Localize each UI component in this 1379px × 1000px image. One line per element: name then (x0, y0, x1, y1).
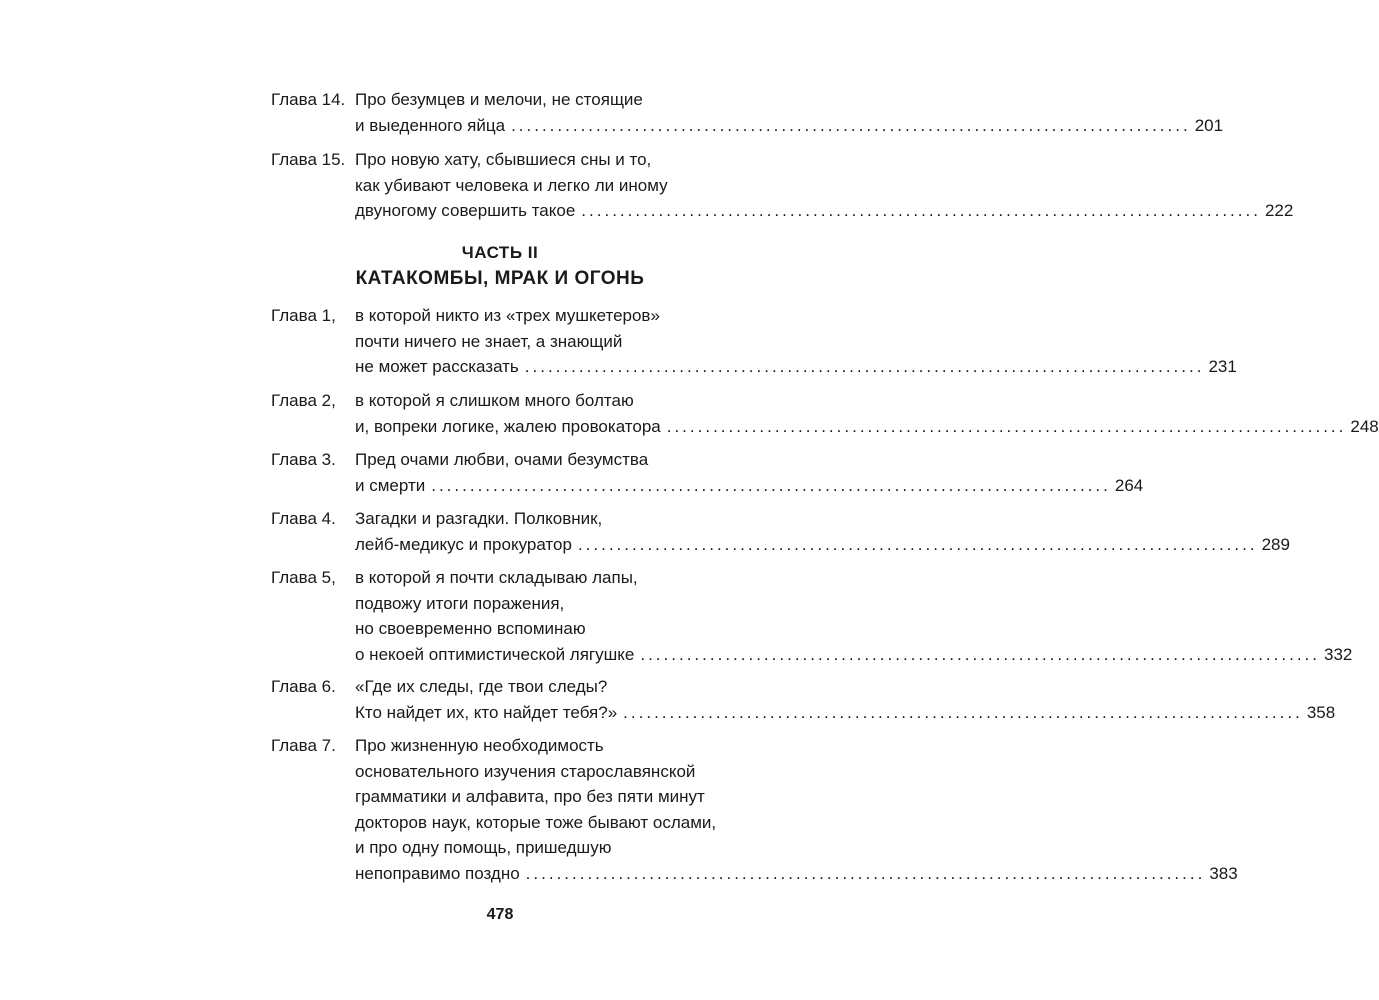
chapter-title-last-line (355, 861, 1238, 887)
chapter-title-line: непоправимо поздно (355, 863, 520, 883)
dot-leader: ........................................................................................ (431, 475, 1111, 495)
chapter-title-line: «Где их следы, где твои следы? (355, 677, 608, 696)
dot-leader: ........................................................................................ (511, 115, 1191, 135)
chapter-title (355, 506, 1290, 557)
page-reference: 332 (1324, 644, 1353, 664)
chapter-title-last-line (355, 354, 1237, 380)
chapter-title-last-line (355, 113, 1224, 139)
chapter-label: Глава 5, (271, 568, 336, 587)
chapter-title-line: в которой я слишком много болтаю (355, 391, 634, 410)
chapter-title-line: подвожу итоги поражения, (355, 593, 565, 613)
chapter-title-line: но своевременно вспоминаю (355, 619, 586, 638)
page-reference: 383 (1209, 863, 1238, 883)
page-number: 478 (486, 906, 514, 923)
page-reference: 231 (1208, 357, 1237, 376)
chapter-label: Глава 2, (271, 391, 336, 410)
chapter-title-line: двуногому совершить такое (355, 201, 576, 220)
page-reference: 264 (1114, 475, 1144, 495)
chapter-label: Глава 15. (271, 150, 346, 169)
chapter-label: Глава 14. (271, 90, 346, 109)
chapter-label: Глава 4. (271, 509, 336, 528)
chapter-title-last-line (355, 642, 1353, 668)
chapter-title-line: Про безумцев и мелочи, не стоящие (355, 90, 643, 109)
dot-leader: ........................................................................................ (524, 357, 1205, 376)
page-reference: 201 (1194, 115, 1224, 135)
chapter-title-last-line (355, 700, 1336, 726)
chapter-title-line: в которой никто из «трех мушкетеров» (355, 306, 660, 325)
chapter-title (355, 147, 1294, 224)
chapter-title-last-line (355, 198, 1294, 224)
chapter-title-line: грамматики и алфавита, про без пяти минут (355, 787, 705, 806)
chapter-title-line: Загадки и разгадки. Полковник, (355, 509, 603, 528)
chapter-title-line: Пред очами любви, очами безумства (355, 450, 649, 469)
chapter-title-last-line (355, 473, 1144, 499)
page-reference: 289 (1261, 534, 1290, 554)
page-reference: 358 (1306, 702, 1336, 722)
chapter-title (355, 733, 1238, 886)
chapter-title (355, 87, 1224, 138)
chapter-title-line: лейб-медикус и прокуратор (355, 534, 572, 554)
chapter-title (355, 674, 1336, 725)
chapter-label: Глава 7. (271, 736, 336, 755)
dot-leader: ........................................................................................ (577, 534, 1258, 554)
chapter-title-line: и, вопреки логике, жалею провокатора (355, 416, 661, 436)
chapter-label: Глава 6. (271, 677, 336, 696)
chapter-title-line: о некоей оптимистической лягушке (355, 644, 635, 664)
part-title-heading: КАТАКОМБЫ, МРАК И ОГОНЬ (355, 268, 645, 289)
chapter-title-line: и выеденного яйца (355, 115, 506, 135)
chapter-label: Глава 3. (271, 450, 336, 469)
dot-leader: ........................................................................................ (640, 644, 1320, 664)
dot-leader: ........................................................................................ (525, 863, 1206, 883)
chapter-title (355, 565, 1353, 667)
chapter-title-line: почти ничего не знает, а знающий (355, 331, 623, 351)
dot-leader: ........................................................................................ (666, 416, 1347, 436)
dot-leader: ........................................................................................ (581, 201, 1261, 220)
chapter-title-line: как убивают человека и легко ли иному (355, 175, 668, 195)
page-reference: 248 (1350, 416, 1379, 436)
dot-leader: ........................................................................................ (623, 702, 1303, 722)
chapter-label: Глава 1, (271, 306, 336, 325)
chapter-title-last-line (355, 532, 1290, 558)
chapter-title-line: основательного изучения старославянской (355, 761, 696, 781)
chapter-title-last-line (355, 414, 1379, 440)
chapter-title-line: Про жизненную необходимость (355, 736, 604, 755)
chapter-title (355, 388, 1379, 439)
chapter-title-line: не может рассказать (355, 357, 519, 376)
chapter-title-line: и про одну помощь, пришедшую (355, 838, 612, 857)
chapter-title-line: и смерти (355, 475, 426, 495)
chapter-title-line: Про новую хату, сбывшиеся сны и то, (355, 150, 652, 169)
chapter-title-line: в которой я почти складываю лапы, (355, 568, 638, 587)
chapter-title-line: докторов наук, которые тоже бывают ослами, (355, 812, 717, 832)
page-reference: 222 (1264, 201, 1294, 220)
chapter-title-line: Кто найдет их, кто найдет тебя?» (355, 702, 618, 722)
chapter-title (355, 447, 1144, 498)
part-number-heading: ЧАСТЬ II (461, 243, 539, 262)
chapter-title (355, 303, 1237, 380)
